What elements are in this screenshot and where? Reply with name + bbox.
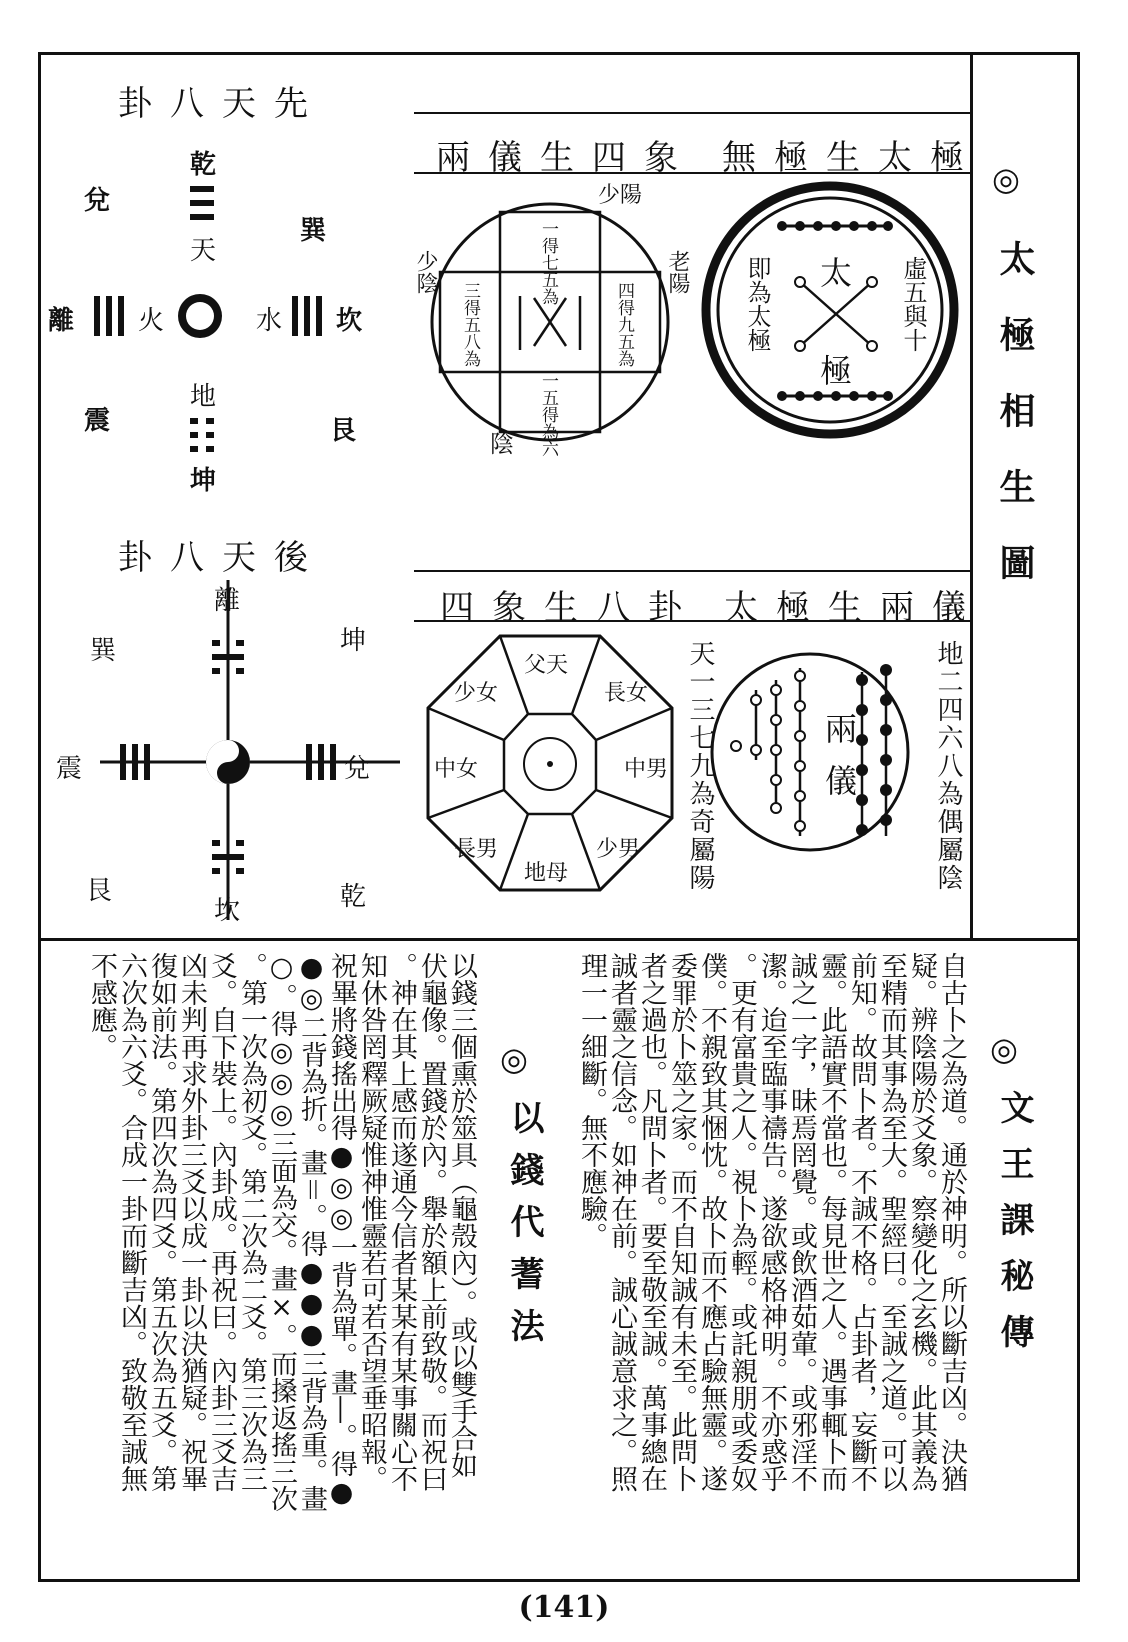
sixiang-cell-3: 一五得為六 bbox=[538, 372, 558, 457]
houtian-zhen: 震 bbox=[56, 754, 83, 784]
bagua-zhongnu: 中女 bbox=[434, 757, 479, 782]
coins-line: 不感應。 bbox=[86, 952, 117, 1060]
wenwang-line: 潔。迨至臨事禱告。遂欲感格神明。不亦惑乎 bbox=[756, 952, 787, 1492]
wenwang-line: 誠者靈之信念。如神在前。誠心誠意求之。照 bbox=[606, 952, 637, 1492]
sixiang-label-bottom: 陰 bbox=[490, 430, 514, 458]
coins-line: 知休咎罔釋厥疑惟神惟靈若可若否望垂昭報。 bbox=[356, 952, 387, 1492]
wenwang-line: 疑。辨陰陽於爻象。察變化之玄機。此其義為 bbox=[906, 952, 937, 1492]
wenwang-line: 僕。不親致其悃忱。故卜而不應占驗無靈。遂 bbox=[696, 952, 727, 1492]
houtian-qian: 乾 bbox=[340, 882, 367, 912]
section2-bullet: ◎ bbox=[990, 1030, 1018, 1068]
coins-line: 。神在其上感而遂通今信者某某有某事關心不 bbox=[386, 952, 417, 1492]
sixiang-bagua-title: 四象生八卦 bbox=[440, 588, 700, 628]
section3-bullet: ◎ bbox=[500, 1040, 528, 1078]
taiji-liangyi-title: 太極生兩儀 bbox=[724, 588, 984, 628]
page-number: (141) bbox=[518, 1590, 610, 1625]
houtian-kan: 坎 bbox=[214, 896, 241, 926]
coins-line: 六次為六爻。合成一卦而斷吉凶。致敬至誠無 bbox=[116, 952, 147, 1492]
section2-title: 文王課秘傳 bbox=[994, 1090, 1034, 1370]
liangyi-sixiang-title: 兩儀生四象 bbox=[436, 138, 696, 178]
houtian-kun: 坤 bbox=[340, 626, 367, 656]
xiantian-qian: 乾 bbox=[190, 150, 217, 180]
coins-line: 。第一次為初爻。第二次為二爻。第三次為三 bbox=[236, 952, 267, 1492]
bagua-dimu: 地母 bbox=[524, 861, 569, 886]
coins-line: ○。得◎◎◎三面為交。畫×。而搡返搖三次 bbox=[266, 952, 297, 1512]
bagua-changnu: 長女 bbox=[604, 681, 649, 706]
coins-line: 凶未判再求外卦三爻以成一卦以決猶疑。祝畢 bbox=[176, 952, 207, 1492]
bagua-shaonan: 少男 bbox=[596, 837, 641, 862]
wuji-right-label: 虛五與十 bbox=[899, 256, 927, 352]
houtian-dui: 兌 bbox=[344, 754, 371, 784]
sixiang-label-left: 少陰 bbox=[413, 250, 438, 294]
coins-line: 爻。自下裝上。內卦成。再祝曰。內卦三爻吉 bbox=[206, 952, 237, 1492]
left-note: 天一三七九為奇屬陽 bbox=[685, 640, 715, 892]
wenwang-line: 誠之一字，昧焉罔覺。或飲酒茹葷。或邪淫不 bbox=[786, 952, 817, 1492]
coins-line: 伏龜像。置錢於內。舉於額上前致敬。而祝曰 bbox=[416, 952, 447, 1492]
wuji-title: 無極生太極 bbox=[722, 138, 982, 178]
wenwang-line: 靈。此語實不當也。每見世之人。遇事輒卜而 bbox=[816, 952, 847, 1492]
xiantian-li: 離 bbox=[48, 306, 75, 336]
houtian-li: 離 bbox=[214, 586, 241, 616]
wuji-left-label: 即為太極 bbox=[743, 256, 771, 352]
houtian-title: 卦八天後 bbox=[118, 538, 326, 578]
wuji-ji-label: 極 bbox=[820, 352, 853, 390]
bagua-fu: 父天 bbox=[524, 653, 569, 678]
wenwang-line: 至精而其事為至大。聖經曰。至誠之道。可以 bbox=[876, 952, 907, 1492]
xiantian-huo: 火 bbox=[138, 306, 165, 336]
coins-line: 復如前法。第四次為四爻。第五次為五爻。第 bbox=[146, 952, 177, 1492]
bagua-shaonu: 少女 bbox=[454, 681, 499, 706]
wenwang-line: 前知。故問卜者。不誠不格。占卦者，妄斷不 bbox=[846, 952, 877, 1492]
sixiang-label-topright: 老陽 bbox=[665, 250, 690, 294]
xiantian-dui: 兌 bbox=[84, 186, 111, 216]
xiantian-xun: 巽 bbox=[300, 216, 327, 246]
wuji-tai-label: 太 bbox=[820, 254, 853, 292]
xiantian-tian: 天 bbox=[190, 236, 217, 266]
xiantian-di: 地 bbox=[190, 382, 217, 412]
wenwang-line: 者之過也。凡問卜者。要至敬至誠。萬事總在 bbox=[636, 952, 667, 1492]
xiantian-kan: 坎 bbox=[336, 306, 363, 336]
wenwang-line: 理一一細斷。無不應驗。 bbox=[576, 952, 607, 1249]
wenwang-line: 。更有富貴之人。視卜為輕。或託親朋或委奴 bbox=[726, 952, 757, 1492]
wenwang-line: 委罪於卜筮之家。而不自知誠有未至。此問卜 bbox=[666, 952, 697, 1492]
bagua-changnan: 長男 bbox=[454, 837, 499, 862]
xiantian-gen: 艮 bbox=[330, 416, 357, 446]
bagua-zhongnan: 中男 bbox=[624, 757, 669, 782]
sixiang-cell-4: 三得五八為 bbox=[460, 282, 480, 367]
section3-title: 以錢代蓍法 bbox=[504, 1100, 544, 1360]
sixiang-label-top: 少陽 bbox=[598, 183, 643, 208]
liangyi-diagram bbox=[712, 654, 908, 850]
sixiang-cell-2: 四得九五為 bbox=[614, 282, 634, 367]
houtian-gen: 艮 bbox=[86, 876, 113, 906]
coins-line: 祝畢將錢搖出得●◎◎一背為單。畫―。得● bbox=[326, 952, 357, 1508]
xiantian-zhen: 震 bbox=[84, 406, 111, 436]
main-title-bullet: ◎ bbox=[992, 160, 1020, 198]
xiantian-title: 卦八天先 bbox=[118, 84, 326, 124]
xiantian-kun: 坤 bbox=[190, 466, 217, 496]
coins-line: 以錢三個熏於筮具（龜殼內）。或以雙手合如 bbox=[446, 952, 477, 1479]
right-note: 地二四六八為偶屬陰 bbox=[933, 640, 963, 892]
wenwang-line: 自古卜之為道。通於神明。所以斷吉凶。決猶 bbox=[936, 952, 967, 1492]
main-title: 太極相生圖 bbox=[994, 240, 1036, 620]
coins-line: ●◎二背為折。畫＝。得●●●三背為重。畫 bbox=[296, 952, 327, 1512]
sixiang-cell-1: 一得七五為 bbox=[538, 220, 558, 305]
houtian-xun: 巽 bbox=[90, 636, 117, 666]
xiantian-shui: 水 bbox=[256, 306, 283, 336]
liangyi-label: 兩儀 bbox=[820, 712, 858, 816]
